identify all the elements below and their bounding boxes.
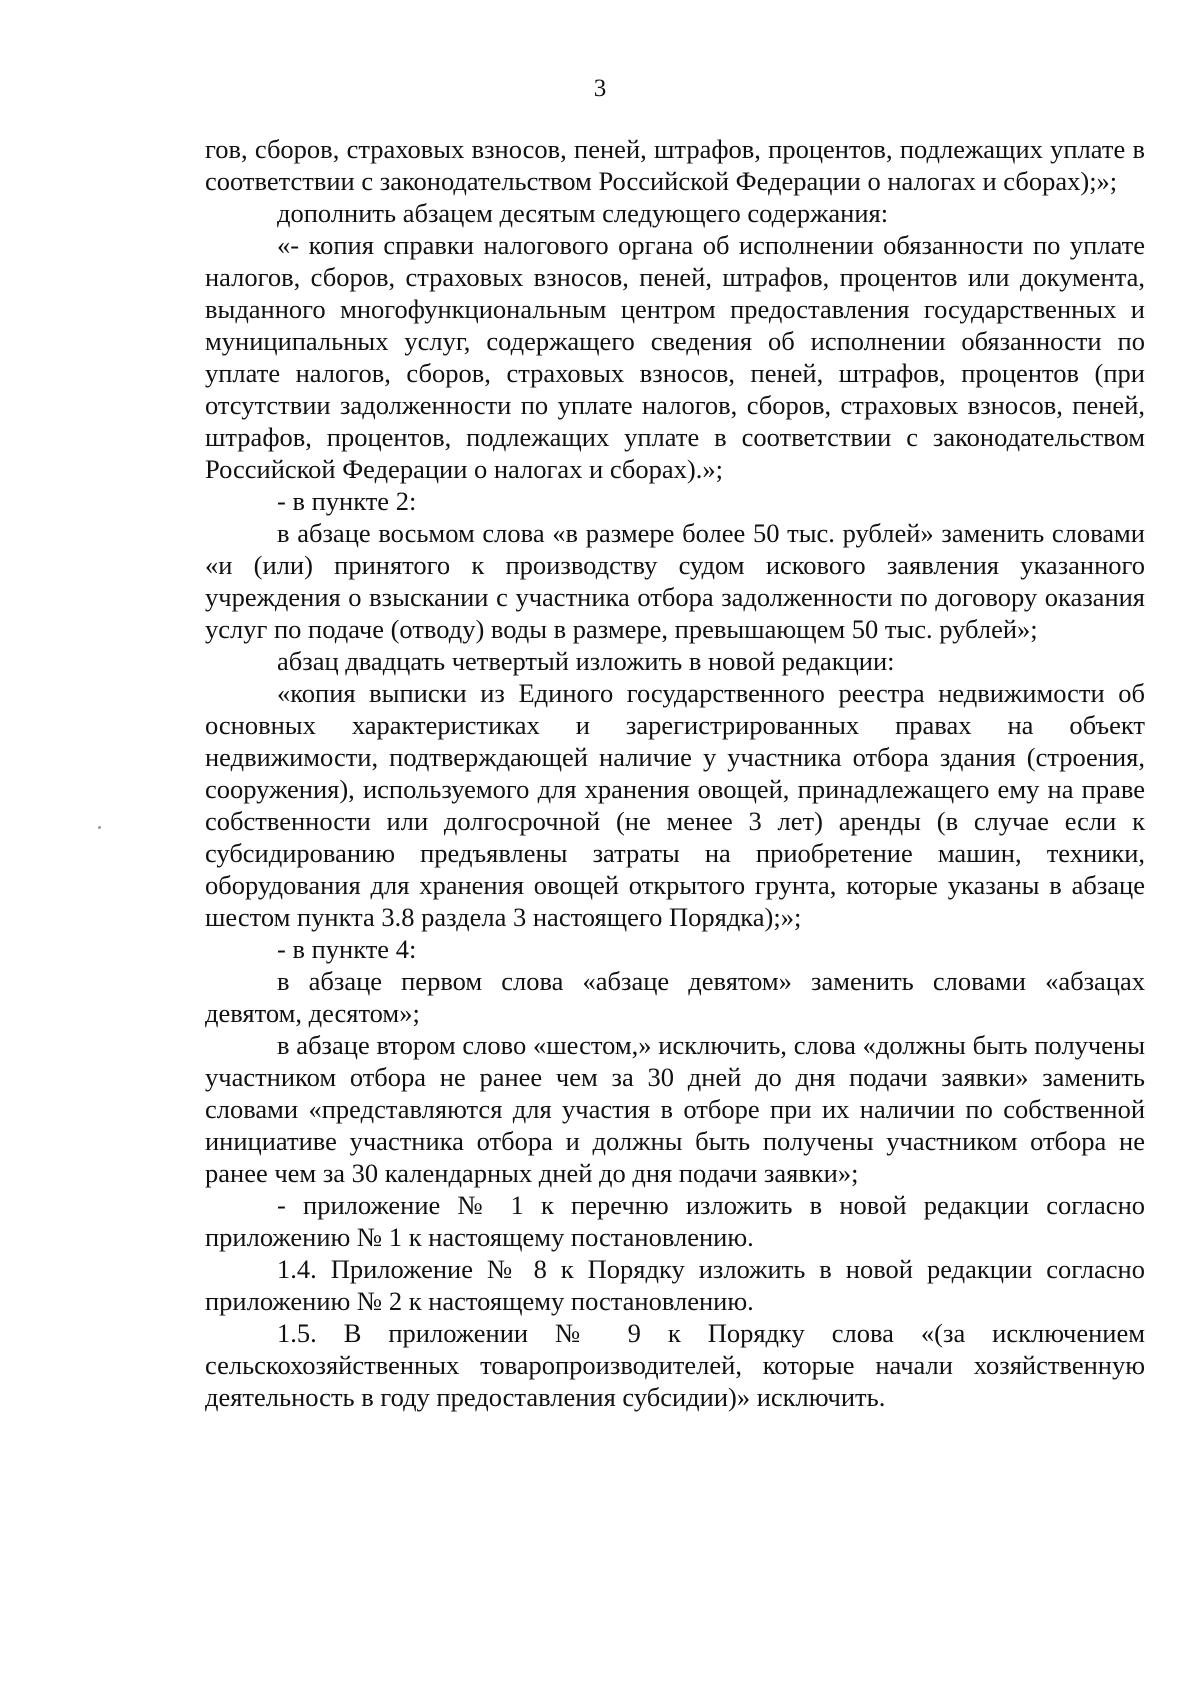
paragraph: дополнить абзацем десятым следующего содержания: [277, 198, 889, 228]
paragraph: - приложение № 1 к перечню изложить в новой редакции согласно приложению № 1 к настоящему постановлению. [205, 1190, 1145, 1252]
paragraph: 1.4. Приложение № 8 к Порядку изложить в новой редакции согласно приложению № 2 к настоящему постановлению. [205, 1254, 1145, 1316]
paragraph: в абзаце первом слова «абзаце девятом» заменить словами «абзацах девятом, десятом»; [205, 966, 1145, 1028]
paragraph: «- копия справки налогового органа об исполнении обязанности по уплате налогов, сборов, страховых взносов, пеней, штрафов, процентов или документа, выданного многофункциональным центром предоставления государственных и муниципальных услуг, содержащего сведения об исполнении обязанности по уплате налогов, сборов, страховых взносов, пеней, штрафов, процентов (при отсутствии задолженности по уплате налогов, сборов, страховых взносов, пеней, штрафов, процентов, подлежащих уплате в соответствии с законодательством Российской Федерации о налогах и сборах).»; [205, 230, 1145, 484]
paragraph: в абзаце восьмом слова «в размере более 50 тыс. рублей» заменить словами «и (или) принятого к производству судом искового заявления указанного учреждения о взыскании с участника отбора задолженности по договору оказания услуг по подаче (отводу) воды в размере, превышающем 50 тыс. рублей»; [205, 518, 1145, 644]
paragraph: в абзаце втором слово «шестом,» исключить, слова «должны быть получены участником отбора не ранее чем за 30 дней до дня подачи заявки» заменить словами «представляются для участия в отборе при их наличии по собственной инициативе участника отбора и должны быть получены участником отбора не ранее чем за 30 календарных дней до дня подачи заявки»; [205, 1030, 1145, 1188]
document-body [205, 133, 1145, 1413]
page-number: 3 [593, 75, 607, 102]
paragraph: 1.5. В приложении № 9 к Порядку слова «(за исключением сельскохозяйственных товаропроизводителей, которые начали хозяйственную деятельность в году предоставления субсидии)» исключить. [205, 1318, 1145, 1412]
paragraph: абзац двадцать четвертый изложить в новой редакции: [277, 646, 895, 676]
paragraph: «копия выписки из Единого государственного реестра недвижимости об основных характеристиках и зарегистрированных правах на объект недвижимости, подтверждающей наличие у участника отбора здания (строения, сооружения), используемого для хранения овощей, принадлежащего ему на праве собственности или долгосрочной (не менее 3 лет) аренды (в случае если к субсидированию предъявлены затраты на приобретение машин, техники, оборудования для хранения овощей открытого грунта, которые указаны в абзаце шестом пункта 3.8 раздела 3 настоящего Порядка);»; [205, 678, 1145, 932]
paragraph: - в пункте 4: [277, 934, 417, 964]
paragraph: гов, сборов, страховых взносов, пеней, штрафов, процентов, подлежащих уплате в соответствии с законодательством Российской Федерации о налогах и сборах);»; [205, 134, 1145, 196]
paragraph: - в пункте 2: [277, 486, 417, 516]
scan-speck [98, 826, 101, 829]
